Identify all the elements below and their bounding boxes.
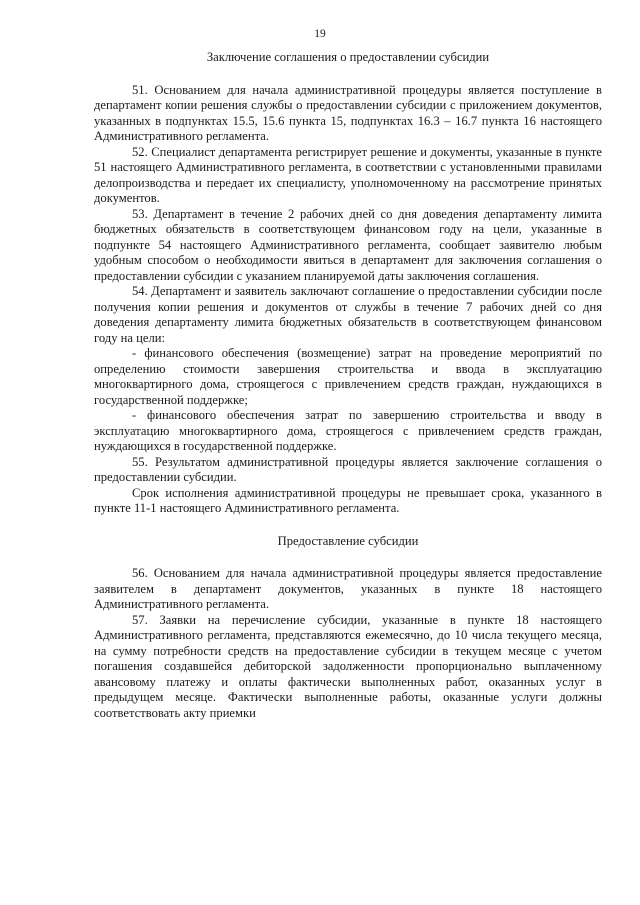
paragraph-57: 57. Заявки на перечисление субсидии, указанные в пункте 18 настоящего Административного регламента, представляются ежемесячно, до 10 числа текущего месяца, на сумму потребности средств на предоставление субсидии в текущем месяце с учетом погашения создавшейся дебиторской задолженности пропорционально выплаченному авансовому платежу и оплаты фактически выполненных работ, оказанных услуг в предыдущем месяце. Фактически выполненные работы, оказанные услуги должны соответствовать акту приемки	[94, 612, 602, 720]
document-body	[94, 50, 602, 721]
paragraph-53: 53. Департамент в течение 2 рабочих дней со дня доведения департаменту лимита бюджетных обязательств в соответствующем финансовом году на цели, указанные в подпункте 54 настоящего Административного регламента, сообщает заявителю любым удобным способом о необходимости явиться в департамент для заключения соглашения о предоставлении субсидии с указанием планируемой даты заключения соглашения.	[94, 206, 602, 283]
section-heading-agreement: Заключение соглашения о предоставлении субсидии	[206, 50, 490, 64]
page-number: 19	[314, 28, 326, 40]
list-item-financing-determination: - финансового обеспечения (возмещение) затрат на проведение мероприятий по определению стоимости завершения строительства и ввода в эксплуатацию многоквартирного дома, строящегося с привлечением средств граждан, нуждающихся в государственной поддержке;	[94, 346, 602, 407]
paragraph-56: 56. Основанием для начала административной процедуры является предоставление заявителем в департамент документов, указанных в пункте 18 настоящего Административного регламента.	[94, 566, 602, 611]
section-heading-subsidy: Предоставление субсидии	[277, 533, 419, 548]
paragraph-55: 55. Результатом административной процедуры является заключение соглашения о предоставлении субсидии.	[94, 454, 602, 484]
paragraph-deadline: Срок исполнения административной процедуры не превышает срока, указанного в пункте 11-1 настоящего Административного регламента.	[94, 485, 602, 515]
paragraph-54: 54. Департамент и заявитель заключают соглашение о предоставлении субсидии после получения копии решения и документов от службы в течение 7 рабочих дней со дня доведения департаменту лимита бюджетных обязательств в соответствующем финансовом году на цели:	[94, 284, 602, 345]
list-item-financing-completion: - финансового обеспечения затрат по завершению строительства и вводу в эксплуатацию многоквартирного дома, строящегося с привлечением средств граждан, нуждающихся в государственной поддержке.	[94, 408, 602, 453]
paragraph-51: 51. Основанием для начала административной процедуры является поступление в департамент копии решения службы о предоставлении субсидии с приложением документов, указанных в подпунктах 15.5, 15.6 пункта 15, подпунктах 16.3 – 16.7 пункта 16 настоящего Административного регламента.	[94, 82, 602, 143]
paragraph-52: 52. Специалист департамента регистрирует решение и документы, указанные в пункте 51 настоящего Административного регламента, в соответствии с установленными правилами делопроизводства и передает их специалисту, уполномоченному на рассмотрение принятых документов.	[94, 144, 602, 205]
